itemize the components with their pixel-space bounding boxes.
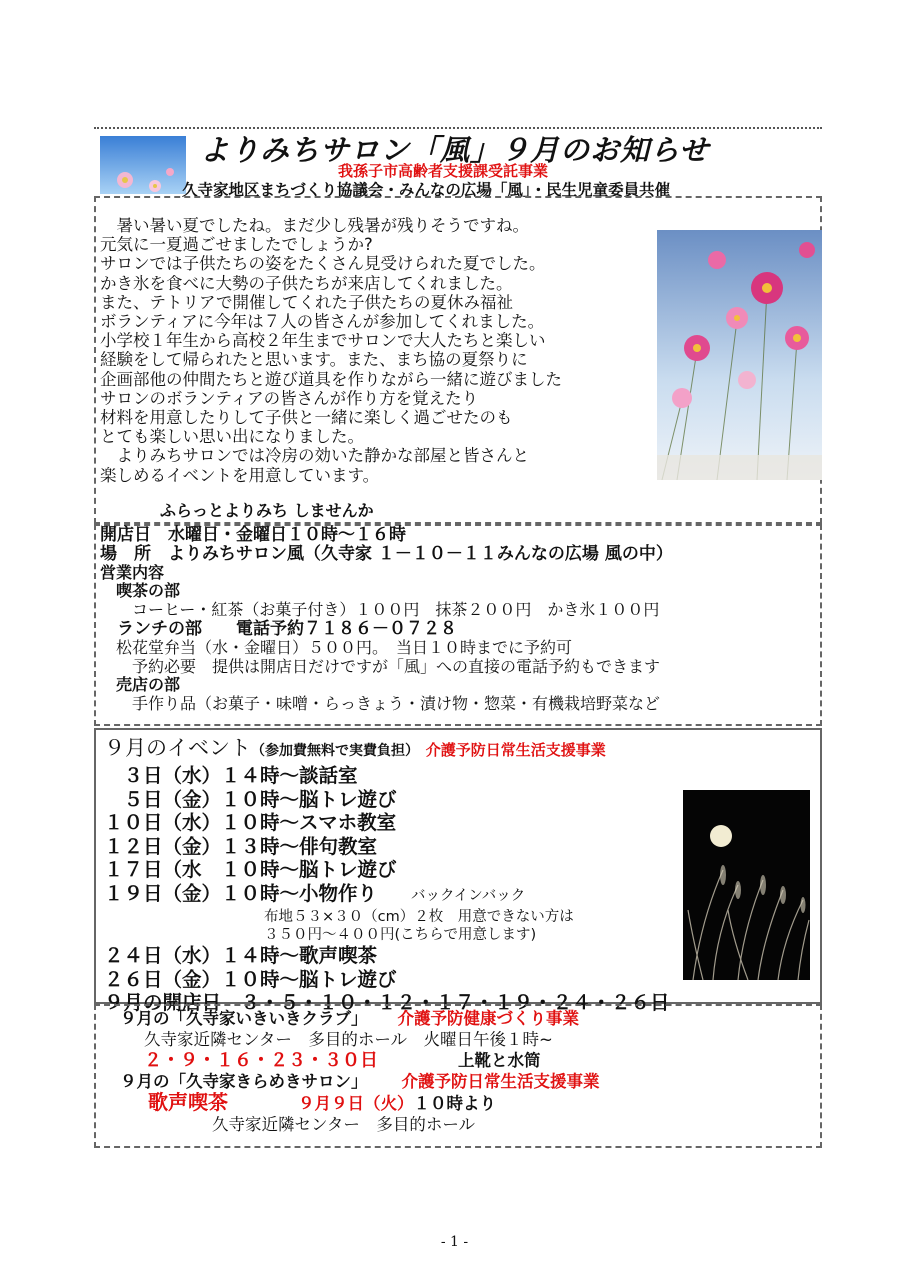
club-program: 介護予防健康づくり事業 bbox=[397, 1009, 579, 1028]
intro-line: また、テトリアで開催してくれた子供たちの夏休み福祉 bbox=[100, 292, 513, 312]
event-item: １２日（金）１３時～俳句教室 bbox=[104, 834, 378, 858]
intro-line: 材料を用意したりして子供と一緒に楽しく過ごせたのも bbox=[100, 408, 513, 428]
events-heading bbox=[104, 735, 804, 764]
page-title: よりみちサロン「風」９月のお知らせ bbox=[200, 133, 710, 167]
salon-heading bbox=[120, 1071, 810, 1092]
salon-title: ９月の「久寺家きらめきサロン」 bbox=[120, 1072, 368, 1091]
intro-line: 楽しめるイベントを用意しています。 bbox=[100, 465, 380, 485]
event-item: ２４日（水）１４時～歌声喫茶 bbox=[104, 944, 378, 967]
craft-note-1: 布地５３×３０（cm）２枚 用意できない方は bbox=[264, 909, 574, 925]
salon-time: １０時より bbox=[413, 1094, 496, 1113]
event-item: １０日（水）１０時～スマホ教室 bbox=[104, 811, 397, 834]
info-section bbox=[100, 526, 810, 714]
salon-event: 歌声喫茶 bbox=[148, 1090, 228, 1114]
cohost-subtitle: 久寺家地区まちづくり協議会・みんなの広場「風」・民生児童委員共催 bbox=[182, 181, 671, 199]
bento: 松花堂弁当（水・金曜日）５００円。 当日１０時までに予約可 bbox=[100, 637, 573, 657]
place: 場 所 よりみちサロン風（久寺家 １－１０－１１みんなの広場 風の中） bbox=[100, 543, 673, 564]
event-item: ３日（水）１４時～談話室 bbox=[104, 764, 358, 787]
open-dates: ９月の開店日 ３・５・１０・１２・１７・１９・２４・２６日 bbox=[104, 991, 670, 1014]
club-place: 久寺家近隣センター 多目的ホール 火曜日午後１時~ bbox=[144, 1030, 553, 1049]
intro-line: よりみちサロンでは冷房の効いた静かな部屋と皆さんと bbox=[100, 446, 529, 466]
reservation-note: 予約必要 提供は開店日だけですが「風」への直接の電話予約もできます bbox=[100, 656, 661, 676]
intro-line: かき氷を食べに大勢の子供たちが来店してくれました。 bbox=[100, 273, 513, 293]
intro-line: 企画部他の仲間たちと遊び道具を作りながら一緒に遊びました bbox=[100, 369, 562, 389]
cosmos-thumbnail-image bbox=[100, 136, 186, 194]
intro-line: ボランティアに今年は７人の皆さんが参加してくれました。 bbox=[100, 312, 545, 332]
shop-section: 売店の部 bbox=[100, 675, 181, 695]
intro-line: とても楽しい思い出になりました。 bbox=[100, 427, 364, 447]
salon-event-row bbox=[120, 1092, 810, 1114]
intro-line: 経験をして帰られたと思います。また、まち協の夏祭りに bbox=[100, 350, 528, 370]
open-days: 開店日 水曜日・金曜日１０時～１６時 bbox=[100, 525, 406, 545]
events-title: ９月のイベント bbox=[104, 736, 251, 760]
lunch-section: ランチの部 電話予約７１８６－０７２８ bbox=[100, 618, 457, 639]
club-heading bbox=[120, 1008, 810, 1029]
intro-line: 小学校１年生から高校２年生までサロンで大人たちと楽しい bbox=[100, 331, 546, 351]
intro-line: サロンでは子供たちの姿をたくさん見受けられた夏でした。 bbox=[100, 254, 546, 274]
events-fee-note: （参加費無料で実費負担） bbox=[251, 743, 419, 759]
commission-subtitle: 我孫子市高齢者支援課受託事業 bbox=[338, 162, 549, 180]
club-title: ９月の「久寺家いきいきクラブ」 bbox=[120, 1009, 368, 1028]
cafe-section: 喫茶の部 bbox=[100, 581, 181, 601]
cosmos-flower-image bbox=[657, 230, 822, 480]
bottom-section bbox=[120, 1008, 810, 1135]
event-item: ２６日（金）１０時～脳トレ遊び bbox=[104, 967, 397, 991]
intro-line: 暑い暑い夏でしたね。まだ少し残暑が残りそうですね。 bbox=[100, 216, 529, 235]
craft-name: バックインバック bbox=[411, 887, 526, 904]
event-item: ５日（金）１０時～脳トレ遊び bbox=[104, 787, 397, 811]
intro-line: サロンのボランティアの皆さんが作り方を覚えたり bbox=[100, 388, 479, 408]
event-item: １７日（水 １０時～脳トレ遊び bbox=[104, 858, 397, 881]
shop-items: 手作り品（お菓子・味噌・らっきょう・漬け物・惣菜・有機栽培野菜など bbox=[100, 694, 661, 714]
club-dates: ２・９・１６・２３・３０日 bbox=[144, 1050, 378, 1071]
events-program: 介護予防日常生活支援事業 bbox=[425, 741, 606, 759]
club-items: 上靴と水筒 bbox=[458, 1051, 541, 1070]
club-dates-row bbox=[120, 1050, 810, 1071]
cafe-menu: コーヒー・紅茶（お菓子付き）１００円 抹茶２００円 かき氷１００円 bbox=[100, 600, 660, 620]
business-heading: 営業内容 bbox=[100, 562, 165, 582]
page-number: - 1 - bbox=[440, 1234, 469, 1250]
intro-text bbox=[100, 216, 660, 485]
craft-note-2: ３５０円～４００円(こちらで用意します) bbox=[264, 927, 537, 943]
salon-place: 久寺家近隣センター 多目的ホール bbox=[212, 1115, 476, 1134]
event-item-text: １９日（金）１０時～小物作り bbox=[104, 881, 378, 905]
salon-program: 介護予防日常生活支援事業 bbox=[401, 1072, 600, 1091]
catch-phrase: ふらっとよりみち しませんか bbox=[160, 501, 374, 520]
salon-date: ９月９日（火） bbox=[298, 1094, 414, 1113]
intro-line: 元気に一夏過ごせましたでしょうか? bbox=[100, 235, 373, 255]
moon-susuki-image bbox=[683, 790, 810, 980]
